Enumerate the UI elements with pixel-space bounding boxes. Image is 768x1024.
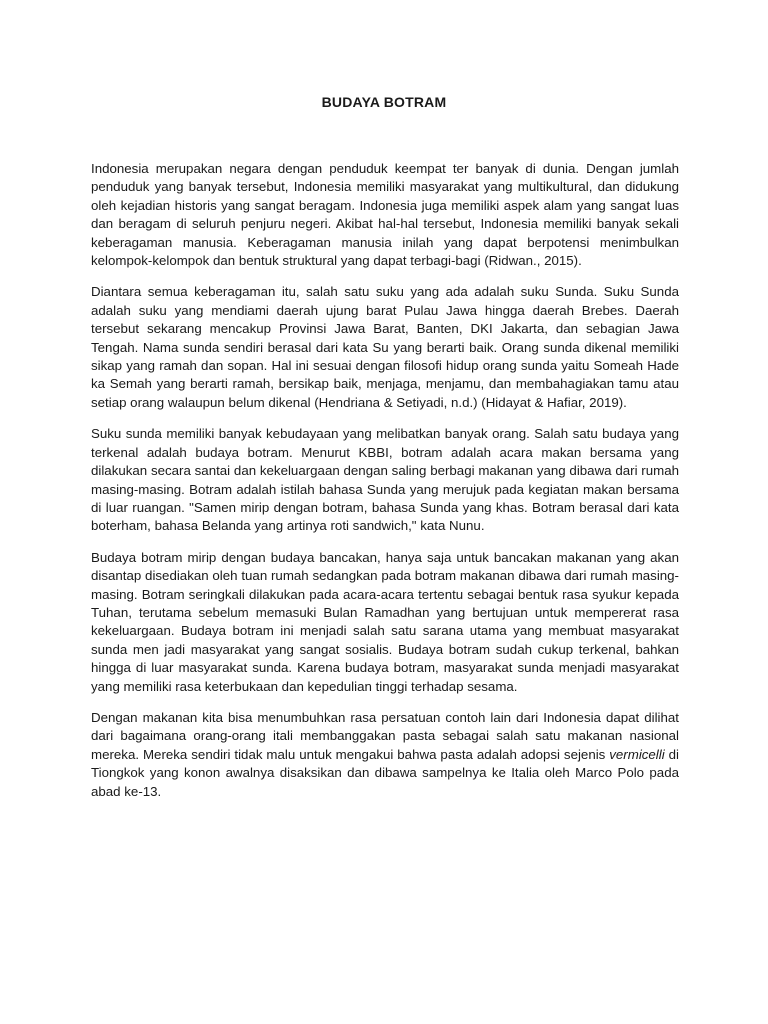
page-title: BUDAYA BOTRAM xyxy=(321,94,447,110)
document-body xyxy=(91,160,679,814)
paragraph-1: Indonesia merupakan negara dengan penduduk keempat ter banyak di dunia. Dengan jumlah penduduk yang banyak tersebut, Indonesia memiliki masyarakat yang multikultural, dan didukung oleh kejadian historis yang sangat beragam. Indonesia juga memiliki aspek alam yang sangat luas dan beragam di seluruh penjuru negeri. Akibat hal-hal tersebut, Indonesia memiliki banyak sekali keberagaman manusia. Keberagaman manusia inilah yang dapat berpotensi menimbulkan kelompok-kelompok dan bentuk struktural yang dapat terbagi-bagi (Ridwan., 2015). xyxy=(91,161,679,269)
paragraph-2: Diantara semua keberagaman itu, salah satu suku yang ada adalah suku Sunda. Suku Sunda adalah suku yang mendiami daerah ujung barat Pulau Jawa hingga daerah Brebes. Daerah tersebut sekarang mencakup Provinsi Jawa Barat, Banten, DKI Jakarta, dan sebagian Jawa Tengah. Nama sunda sendiri berasal dari kata Su yang berarti baik. Orang sunda dikenal memiliki sikap yang ramah dan sopan. Hal ini sesuai dengan filosofi hidup orang sunda yaitu Someah Hade ka Semah yang berarti ramah, bersikap baik, menjaga, menjamu, dan membahagiakan tamu atau setiap orang walaupun belum dikenal (Hendriana & Setiyadi, n.d.) (Hidayat & Hafiar, 2019). xyxy=(91,284,679,410)
paragraph-5-italic-term: vermicelli xyxy=(609,746,665,762)
paragraph-4: Budaya botram mirip dengan budaya bancakan, hanya saja untuk bancakan makanan yang akan disantap disediakan oleh tuan rumah sedangkan pada botram makanan dibawa dari rumah masing-masing. Botram seringkali dilakukan pada acara-acara tertentu sebagai bentuk rasa syukur kepada Tuhan, terutama sebelum memasuki Bulan Ramadhan yang bertujuan untuk mempererat rasa kekeluargaan. Budaya botram ini menjadi salah satu sarana utama yang membuat masyarakat sunda men jadi masyarakat yang sangat sosialis. Budaya botram sudah cukup terkenal, bahkan hingga di luar masyarakat sunda. Karena budaya botram, masyarakat sunda menjadi masyarakat yang memiliki rasa keterbukaan dan kepedulian tinggi terhadap sesama. xyxy=(91,549,679,694)
paragraph-5 xyxy=(91,709,679,801)
paragraph-5-text-b: di Tiongkok yang konon awalnya disaksikan dan dibawa sampelnya ke Italia oleh Marco Polo pada abad ke-13. xyxy=(91,746,679,799)
paragraph-3: Suku sunda memiliki banyak kebudayaan yang melibatkan banyak orang. Salah satu budaya yang terkenal adalah budaya botram. Menurut KBBI, botram adalah acara makan bersama yang dilakukan secara santai dan kekeluargaan dengan saling berbagi makanan yang dibawa dari rumah masing-masing. Botram adalah istilah bahasa Sunda yang merujuk pada kegiatan makan bersama di luar ruangan. "Samen mirip dengan botram, bahasa Sunda yang khas. Botram berasal dari kata boterham, bahasa Belanda yang artinya roti sandwich," kata Nunu. xyxy=(91,426,679,534)
paragraph-5-text-a: Dengan makanan kita bisa menumbuhkan rasa persatuan contoh lain dari Indonesia dapat dilihat dari bagaimana orang-orang itali membanggakan pasta sebagai salah satu makanan nasional mereka. Mereka sendiri tidak malu untuk mengakui bahwa pasta adalah adopsi sejenis xyxy=(91,709,679,762)
